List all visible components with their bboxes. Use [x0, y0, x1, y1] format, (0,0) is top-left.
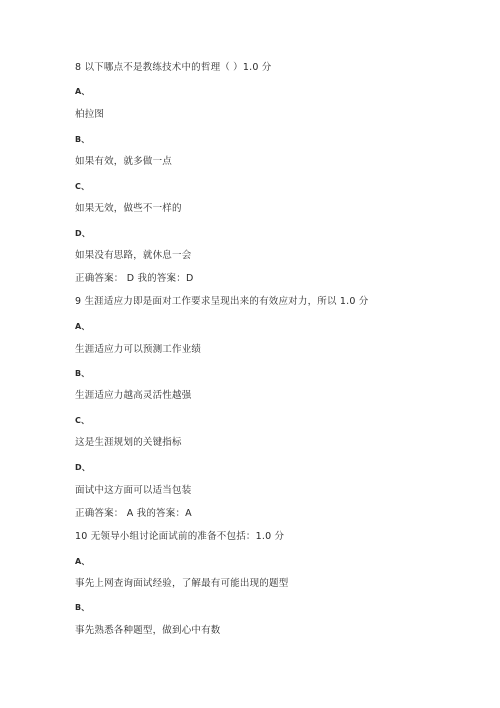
q9-option-c-letter: C、: [75, 416, 90, 425]
question-8: 8 以下哪点不是教练技术中的哲理（ ）1.0 分: [75, 62, 272, 73]
question-10: 10 无领导小组讨论面试前的准备不包括：1.0 分: [75, 531, 285, 542]
q10-option-a-letter: A、: [75, 557, 90, 566]
q9-option-a-letter: A、: [75, 322, 90, 331]
q9-option-b-text: 生涯适应力越高灵活性越强: [75, 390, 192, 401]
q9-option-a-text: 生涯适应力可以预测工作业绩: [75, 344, 202, 355]
q8-option-c-text: 如果无效，做些不一样的: [75, 203, 182, 214]
q8-answer: 正确答案： D 我的答案：D: [75, 273, 194, 284]
q8-option-b-letter: B、: [75, 135, 90, 144]
q9-answer: 正确答案： A 我的答案：A: [75, 508, 192, 519]
q8-option-b-text: 如果有效，就多做一点: [75, 156, 173, 167]
q10-option-b-letter: B、: [75, 603, 90, 612]
q9-option-b-letter: B、: [75, 369, 90, 378]
q8-option-c-letter: C、: [75, 182, 90, 191]
q8-option-a-letter: A、: [75, 87, 90, 96]
q10-option-b-text: 事先熟悉各种题型，做到心中有数: [75, 625, 221, 636]
question-9: 9 生涯适应力即是面对工作要求呈现出来的有效应对力，所以 1.0 分: [75, 296, 369, 307]
q8-option-d-letter: D、: [75, 229, 91, 238]
q9-option-d-letter: D、: [75, 463, 91, 472]
q9-option-d-text: 面试中这方面可以适当包装: [75, 485, 192, 496]
q9-option-c-text: 这是生涯规划的关键指标: [75, 437, 182, 448]
q10-option-a-text: 事先上网查询面试经验，了解最有可能出现的题型: [75, 578, 289, 589]
q8-option-a-text: 柏拉图: [75, 109, 105, 120]
q8-option-d-text: 如果没有思路，就休息一会: [75, 250, 192, 261]
